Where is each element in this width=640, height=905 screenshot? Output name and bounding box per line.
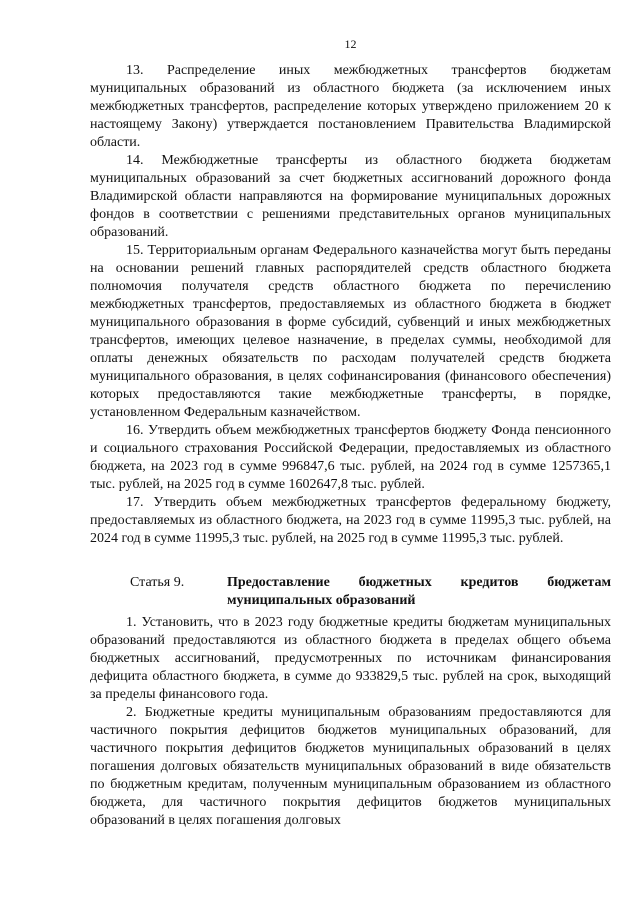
paragraph-13: 13. Распределение иных межбюджетных трансфертов бюджетам муниципальных образований из областного бюджета (за исключением иных межбюджетных трансфертов, распределение которых утверждено приложением 20 к настоящему Закону) утверждается постановлением Правительства Владимирской области.: [90, 63, 611, 150]
article-title-line-1: Предоставление бюджетных кредитов бюджетам: [227, 575, 611, 590]
page-number: 12: [344, 37, 357, 51]
article-title: [227, 574, 611, 610]
paragraph-16: 16. Утвердить объем межбюджетных трансфертов бюджету Фонда пенсионного и социального страхования Российской Федерации, предоставляемых из областного бюджета, на 2023 год в сумме 996847,6 тыс. рублей, на 2024 год в сумме 1257365,1 тыс. рублей, на 2025 год в сумме 1602647,8 тыс. рублей.: [90, 423, 611, 492]
article-9-paragraph-2: 2. Бюджетные кредиты муниципальным образованиям предоставляются для частичного покрытия дефицитов бюджетов муниципальных образований, для частичного покрытия дефицитов бюджетов муниципальных образований в целях погашения долговых обязательств муниципальных образований в виде обязательств по бюджетным кредитам, полученным муниципальным образованием из областного бюджета, для частичного покрытия дефицитов бюджетов муниципальных образований в целях погашения долговых: [90, 705, 611, 828]
section-gap: [90, 548, 611, 574]
article-heading: [90, 574, 611, 610]
article-number: Статья 9.: [130, 575, 185, 590]
article-title-line-2: муниципальных образований: [227, 593, 416, 608]
paragraph-17: 17. Утвердить объем межбюджетных трансфертов федеральному бюджету, предоставляемых из областного бюджета, на 2023 год в сумме 11995,3 тыс. рублей, на 2024 год в сумме 11995,3 тыс. рублей, на 2025 год в сумме 11995,3 тыс. рублей.: [90, 495, 611, 546]
paragraph-15: 15. Территориальным органам Федерального казначейства могут быть переданы на основании решений главных распорядителей средств областного бюджета полномочия получателя средств областного бюджета по перечислению межбюджетных трансфертов, предоставляемых из областного бюджета в бюджет муниципального образования в форме субсидий, субвенций и иных межбюджетных трансфертов, имеющих целевое назначение, в пределах суммы, необходимой для оплаты денежных обязательств по расходам получателей средств бюджета муниципального образования, в целях софинансирования (финансового обеспечения) которых предоставляются такие межбюджетные трансферты, в порядке, установленном Федеральным казначейством.: [90, 243, 611, 420]
paragraph-14: 14. Межбюджетные трансферты из областного бюджета бюджетам муниципальных образований за счет бюджетных ассигнований дорожного фонда Владимирской области направляются на формирование муниципальных дорожных фондов в соответствии с решениями представительных органов муниципальных образований.: [90, 153, 611, 240]
article-9-paragraph-1: 1. Установить, что в 2023 году бюджетные кредиты бюджетам муниципальных образований предоставляются из областного бюджета в пределах общего объема бюджетных ассигнований, предусмотренных по источникам финансирования дефицита областного бюджета, в сумме до 933829,5 тыс. рублей на срок, выходящий за пределы финансового года.: [90, 615, 611, 702]
document-body: [90, 62, 611, 830]
